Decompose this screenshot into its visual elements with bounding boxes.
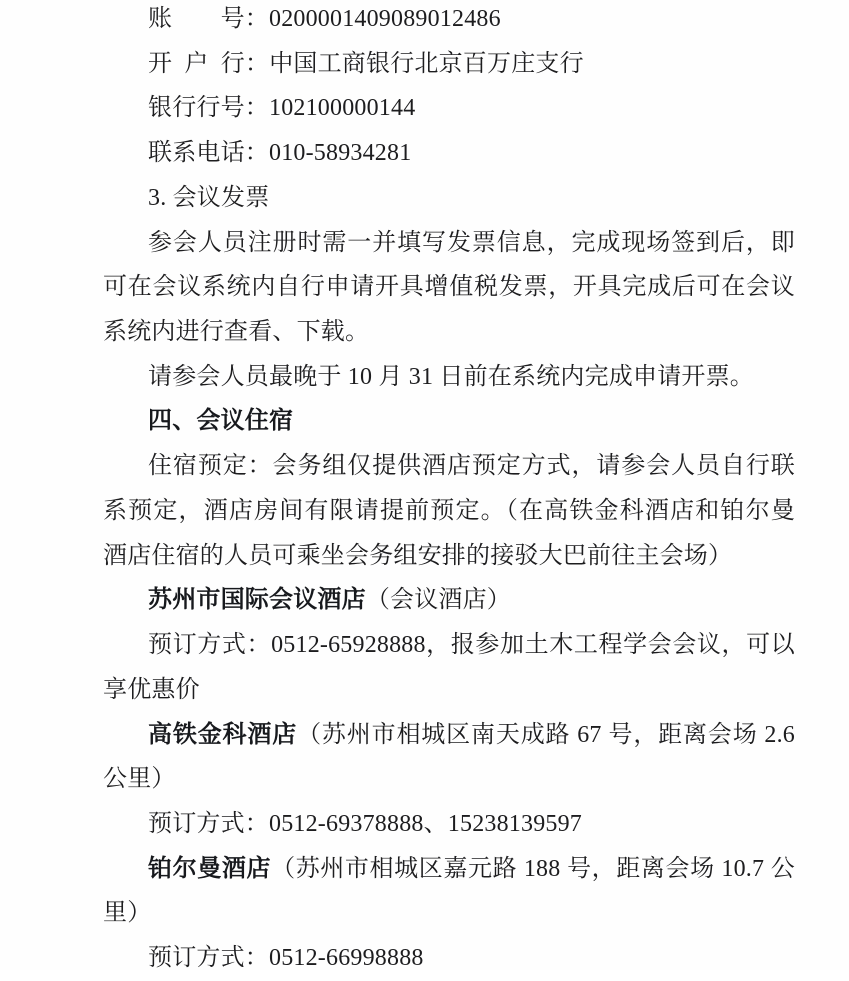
hotel-1-name-row: [103, 578, 795, 623]
bank-code-row: [103, 86, 795, 131]
hotel-3-name-row: [103, 847, 795, 892]
invoice-deadline-line: 请参会人员最晚于 10 月 31 日前在系统内完成申请开票。: [148, 363, 754, 390]
hotel-1-name: 苏州市国际会议酒店: [148, 586, 366, 614]
hotel-2-name: 高铁金科酒店: [148, 720, 298, 748]
account-number-value: 0200001409089012486: [269, 6, 501, 32]
contact-phone-label: 联系电话：: [148, 140, 269, 167]
accommodation-intro-line-1: 住宿预定：会务组仅提供酒店预定方式，请参会人员自行联: [148, 453, 795, 480]
hotel-1-note: （会议酒店）: [365, 587, 512, 614]
hotel-3-name: 铂尔曼酒店: [148, 854, 272, 882]
invoice-paragraph-line-3: 系统内进行查看、下载。: [103, 319, 370, 346]
invoice-section-heading: 3. 会议发票: [148, 184, 270, 211]
contact-phone-value: 010-58934281: [269, 140, 412, 167]
bank-branch-label: 开 户 行：: [148, 50, 270, 77]
accommodation-section-heading: 四、会议住宿: [148, 407, 294, 435]
account-number-label: 账 号：: [148, 6, 269, 32]
bank-code-label: 银行行号：: [148, 95, 269, 122]
document-text-block: [103, 0, 795, 981]
bank-code-value: 102100000144: [269, 95, 416, 122]
hotel-3-address-line-2: 里）: [103, 900, 152, 927]
hotel-1-booking-line-1: 预订方式：0512-65928888，报参加土木工程学会会议，可以: [148, 632, 795, 659]
hotel-1-booking-line-2: 享优惠价: [103, 676, 200, 703]
accommodation-intro-line-2: 系预定，酒店房间有限请提前预定。（在高铁金科酒店和铂尔曼: [103, 497, 795, 524]
hotel-3-address-line-1: （苏州市相城区嘉元路 188 号，距离会场 10.7 公: [271, 855, 795, 882]
hotel-2-address-line-2: 公里）: [103, 766, 176, 793]
bank-branch-row: [103, 42, 795, 87]
hotel-2-address-line-1: （苏州市相城区南天成路 67 号，距离会场 2.6: [297, 721, 795, 748]
hotel-2-name-row: [103, 713, 795, 758]
invoice-paragraph-line-2: 可在会议系统内自行申请开具增值税发票，开具完成后可在会议: [103, 274, 795, 301]
bank-branch-value: 中国工商银行北京百万庄支行: [269, 50, 584, 77]
account-number-row: [103, 0, 795, 42]
hotel-2-booking-line: 预订方式：0512-69378888、15238139597: [148, 810, 582, 837]
contact-phone-row: [103, 131, 795, 176]
accommodation-intro-line-3: 酒店住宿的人员可乘坐会务组安排的接驳大巴前往主会场）: [103, 542, 733, 569]
hotel-3-booking-line: 预订方式：0512-66998888: [148, 945, 424, 972]
invoice-paragraph-line-1: 参会人员注册时需一并填写发票信息，完成现场签到后，即: [148, 229, 795, 256]
